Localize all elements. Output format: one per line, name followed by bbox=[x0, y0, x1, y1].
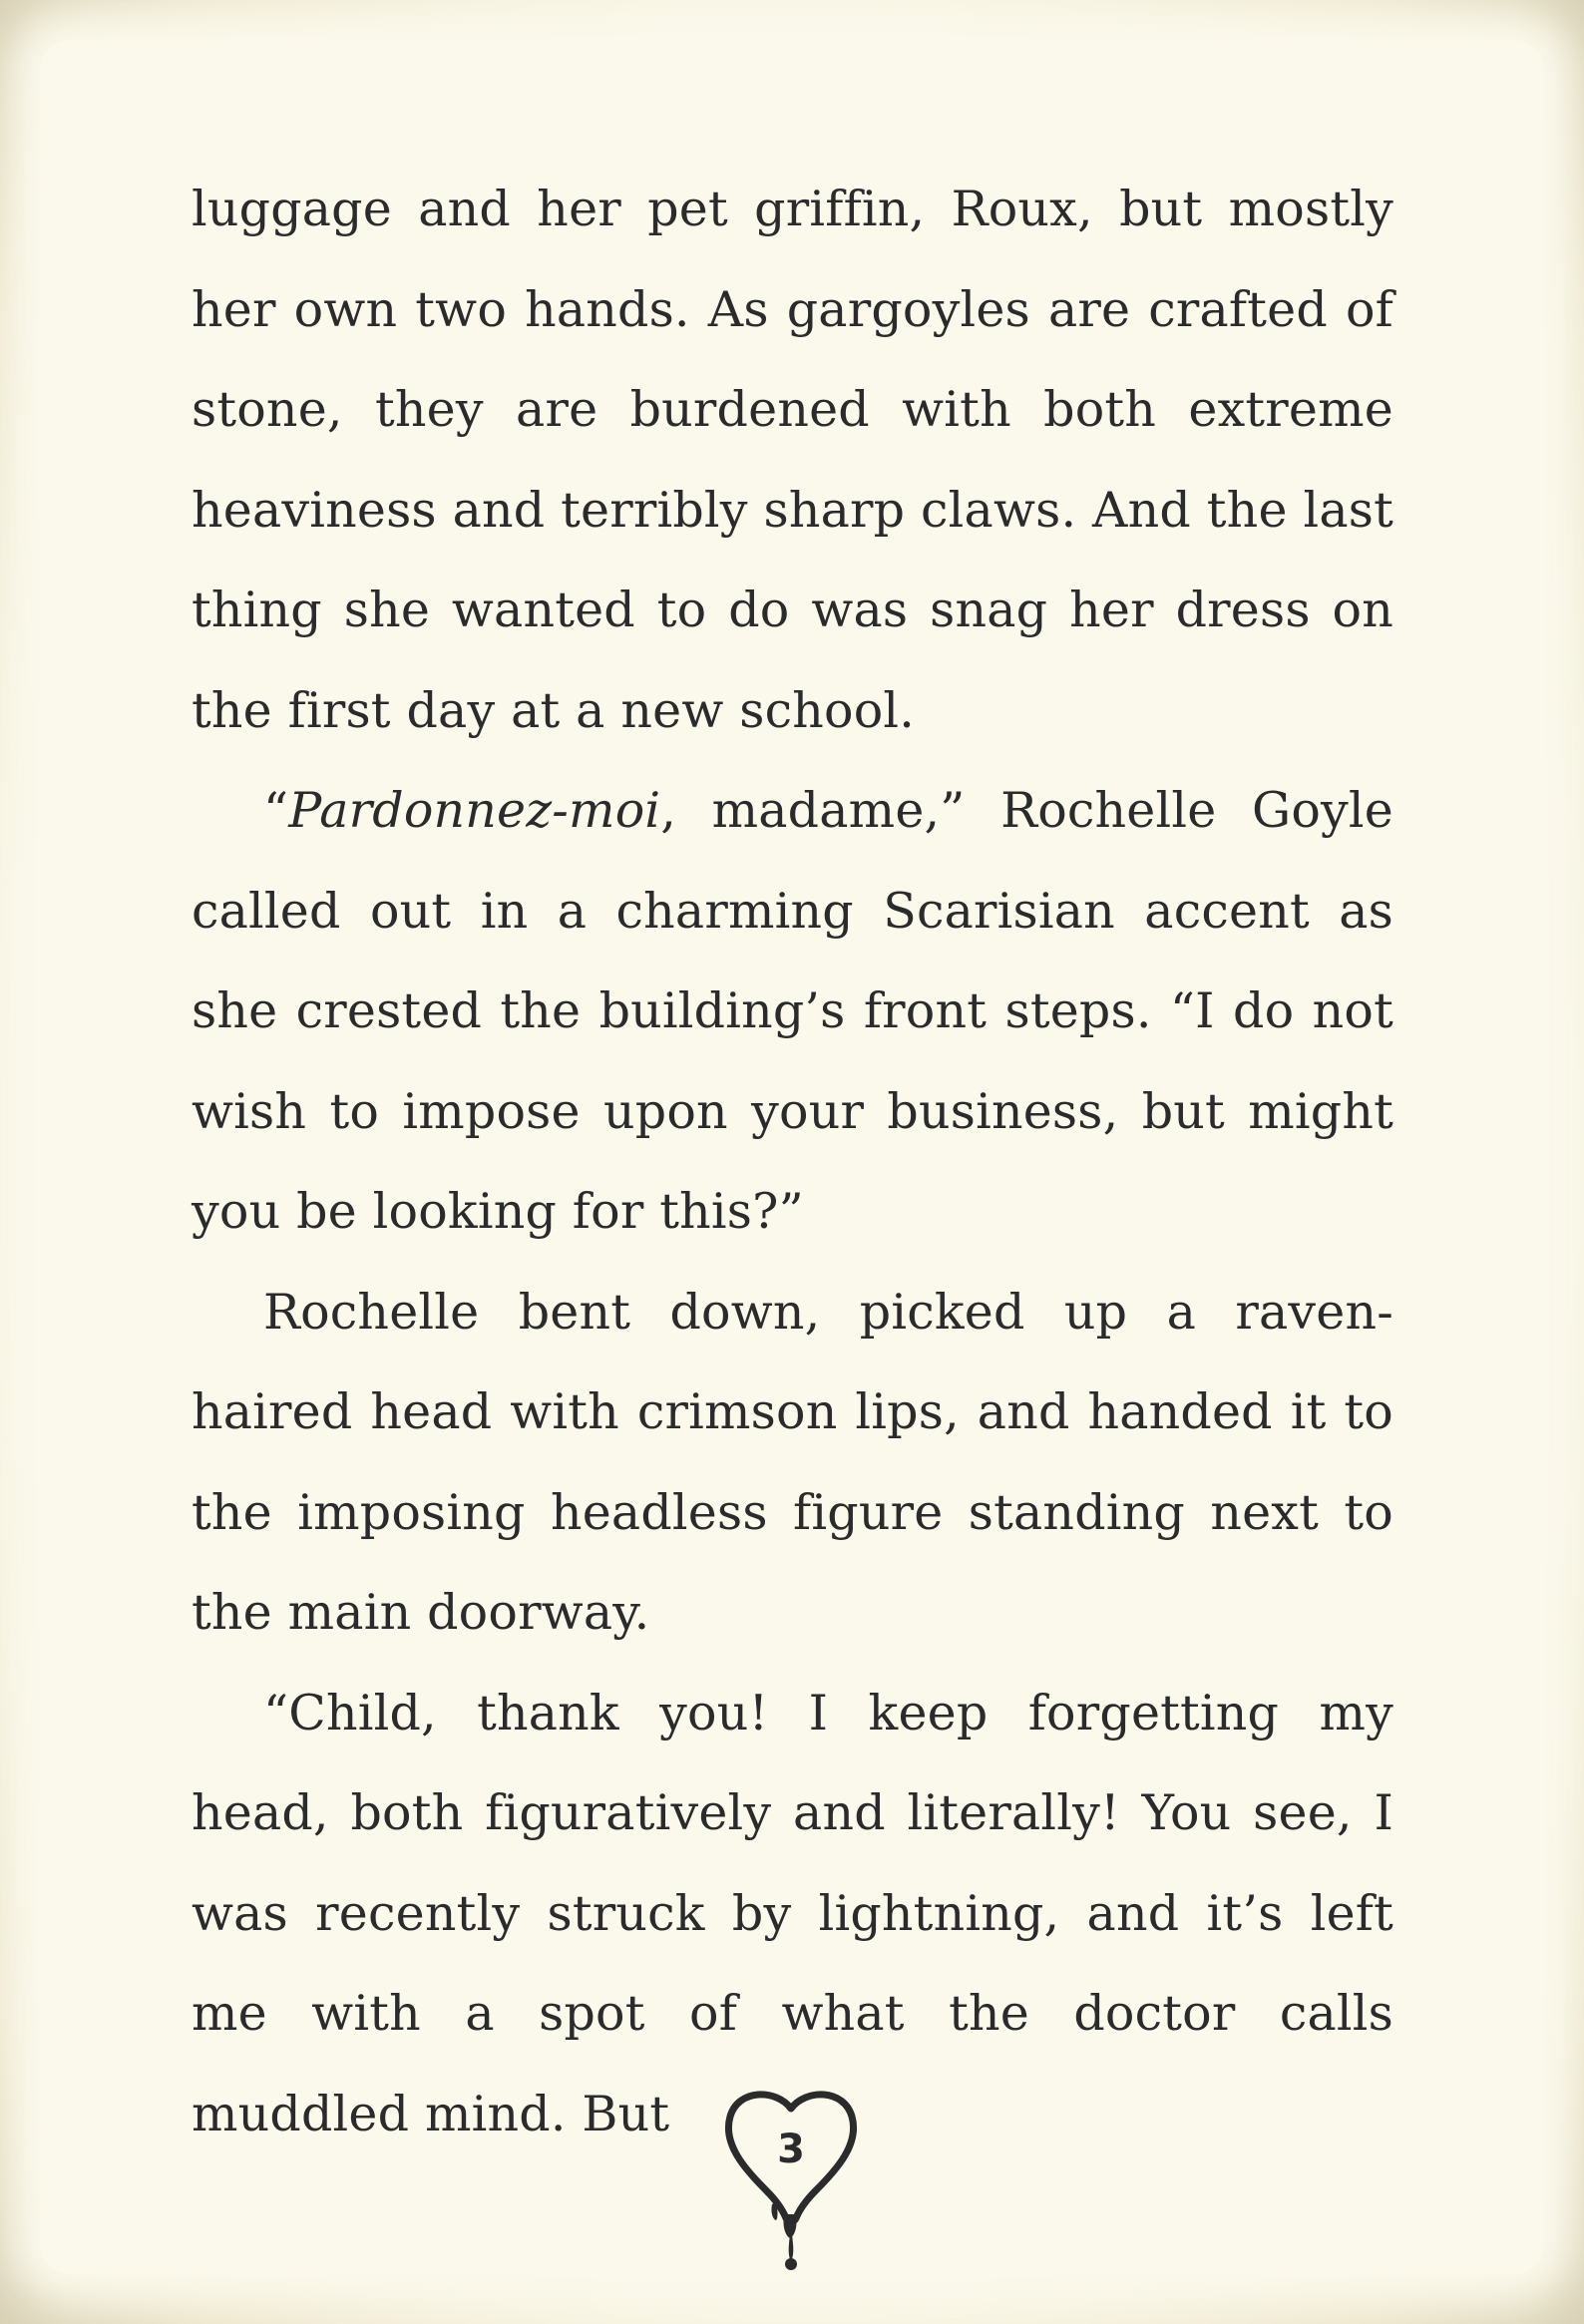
dripping-heart-icon bbox=[716, 2087, 866, 2276]
paragraph-1-text: luggage and her pet griffin, Roux, but mostly her own two hands. As gargoyles are crafted of stone, they are burdened with both extreme heaviness and terribly sharp claws. And the last thing she wanted to do was snag her dress on the first day at a new school. bbox=[192, 181, 1393, 739]
body-text bbox=[192, 160, 1393, 2164]
page-number: 3 bbox=[777, 2127, 805, 2172]
paragraph-2-text: , madame,” Rochelle Goyle called out in a charming Scarisian accent as she crested the building’s front steps. “I do not wish to impose upon your business, but might you be looking for this?” bbox=[192, 782, 1393, 1240]
paragraph-2 bbox=[192, 761, 1393, 1263]
paragraph-1 bbox=[192, 160, 1393, 761]
paragraph-4-text: “Child, thank you! I keep forgetting my head, both figuratively and literally! You see, I was recently struck by lightning, and it’s left me with a spot of what the doctor calls muddled mind. But bbox=[192, 1684, 1393, 2142]
italic-phrase: Pardonnez-moi bbox=[288, 782, 661, 839]
paragraph-3-text: Rochelle bent down, picked up a raven-haired head with crimson lips, and handed it to the imposing headless figure standing next to the main doorway. bbox=[192, 1283, 1393, 1641]
page-number-badge bbox=[716, 2087, 866, 2276]
paragraph-3 bbox=[192, 1263, 1393, 1664]
open-quote: “ bbox=[263, 782, 289, 839]
